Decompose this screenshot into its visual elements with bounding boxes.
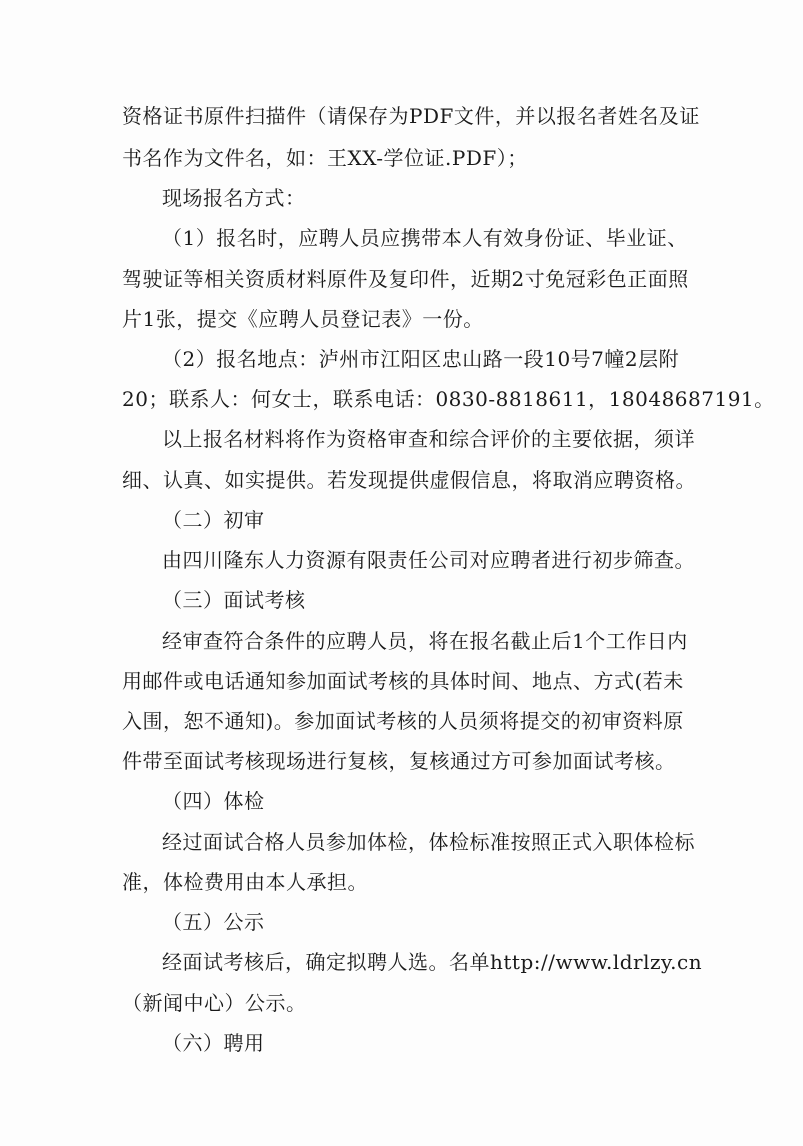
paragraph-line: 经审查符合条件的应聘人员，将在报名截止后1个工作日内 <box>162 629 688 653</box>
paragraph-line: 片1张，提交《应聘人员登记表》一份。 <box>122 307 484 331</box>
paragraph-line: 经过面试合格人员参加体检，体检标准按照正式入职体检标 <box>162 830 695 854</box>
paragraph-line: 用邮件或电话通知参加面试考核的具体时间、地点、方式(若未 <box>122 669 684 693</box>
paragraph-line: 驾驶证等相关资质材料原件及复印件，近期2寸免冠彩色正面照 <box>122 267 689 291</box>
section-heading: （三）面试考核 <box>162 588 306 612</box>
paragraph-line: （1）报名时，应聘人员应携带本人有效身份证、毕业证、 <box>162 226 688 250</box>
section-heading: （四）体检 <box>162 789 265 813</box>
paragraph-line: 件带至面试考核现场进行复核，复核通过方可参加面试考核。 <box>122 749 676 773</box>
paragraph-line: 入围，恕不通知)。参加面试考核的人员须将提交的初审资料原 <box>122 709 684 733</box>
paragraph-line: 细、认真、如实提供。若发现提供虚假信息，将取消应聘资格。 <box>122 468 696 492</box>
url-line: 经面试考核后，确定拟聘人选。名单http://www.ldrlzy.cn <box>162 950 703 974</box>
paragraph-line: 资格证书原件扫描件（请保存为PDF文件，并以报名者姓名及证 <box>122 104 700 128</box>
section-heading: （二）初审 <box>162 508 265 532</box>
section-heading: （五）公示 <box>162 910 265 934</box>
paragraph-line: （2）报名地点：泸州市江阳区忠山路一段10号7幢2层附 <box>162 347 680 371</box>
paragraph-line: （新闻中心）公示。 <box>122 991 307 1015</box>
contact-line: 20；联系人：何女士，联系电话：0830-8818611，18048687191。 <box>122 387 775 411</box>
paragraph-line: 书名作为文件名，如：王XX-学位证.PDF）； <box>122 146 528 170</box>
paragraph-line: 由四川隆东人力资源有限责任公司对应聘者进行初步筛查。 <box>162 548 695 572</box>
paragraph-line: 准，体检费用由本人承担。 <box>122 870 368 894</box>
paragraph-line: 以上报名材料将作为资格审查和综合评价的主要依据，须详 <box>162 427 695 451</box>
section-heading: （六）聘用 <box>162 1031 265 1055</box>
section-heading: 现场报名方式： <box>162 186 306 210</box>
